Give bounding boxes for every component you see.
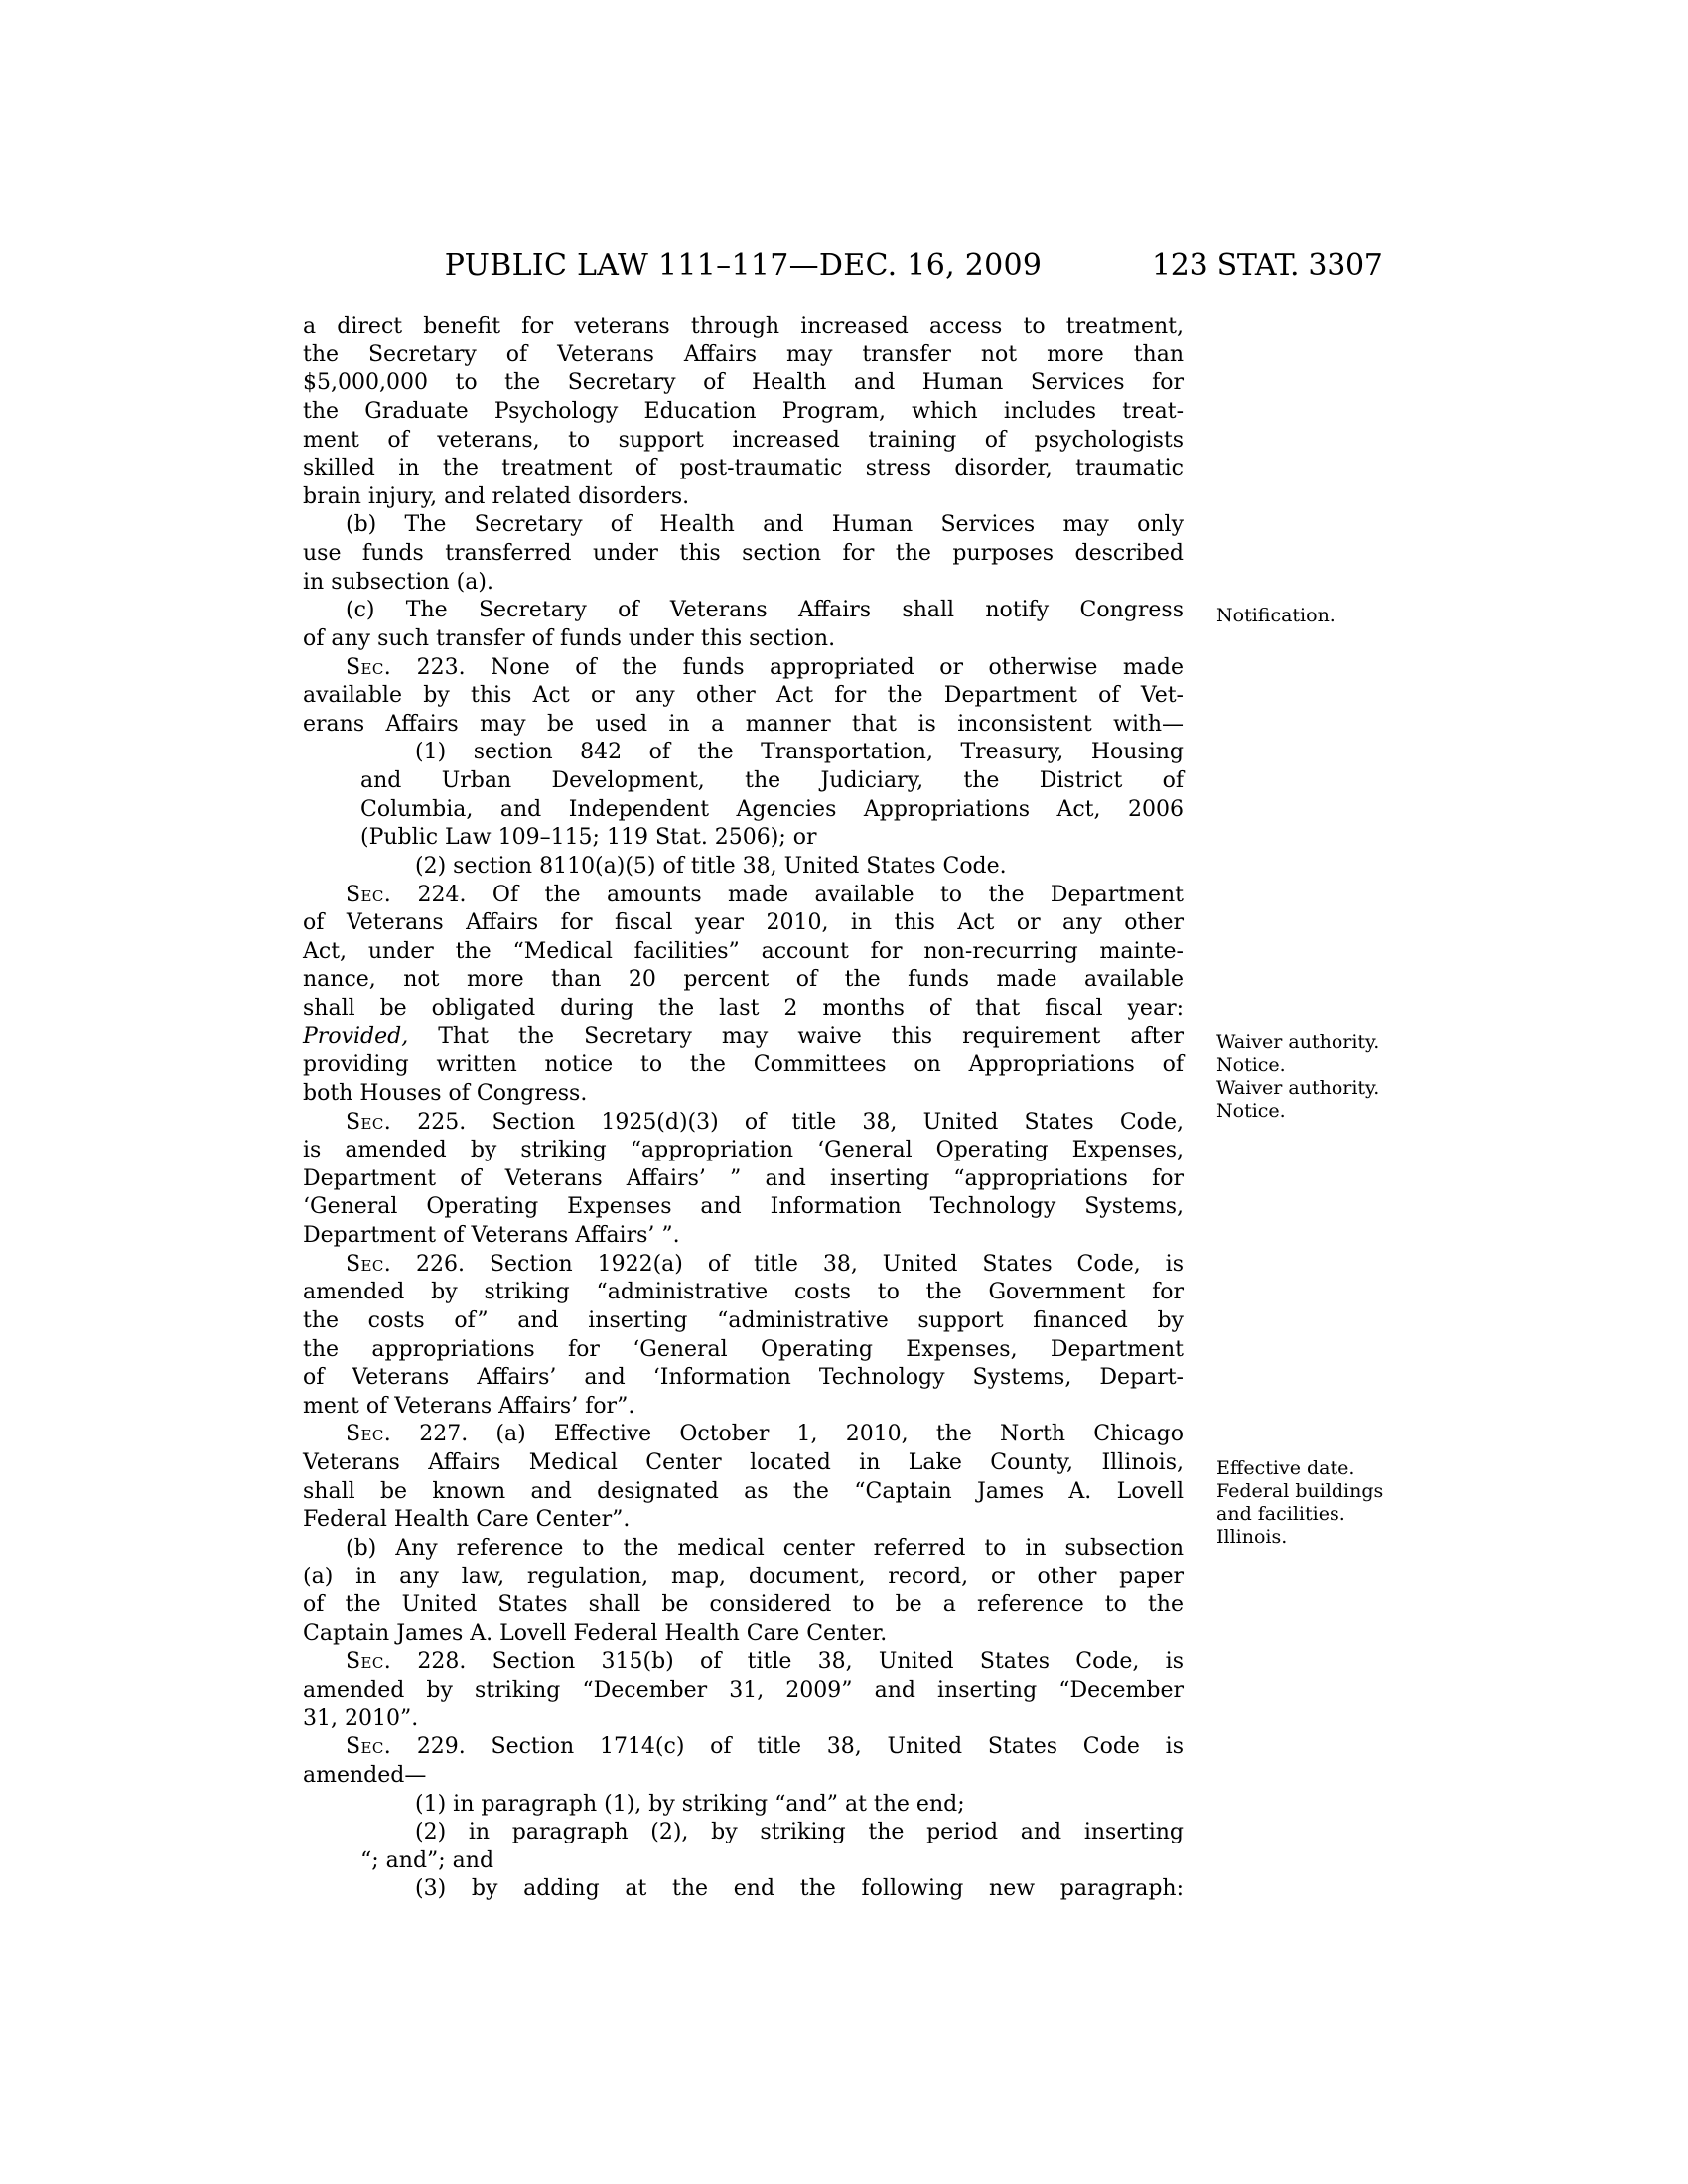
text-line: ment of Veterans Affairs’ for”. [303,1393,635,1419]
margin-note [1216,605,1455,627]
text-line: Federal Health Care Center”. [303,1507,631,1533]
text-line: Sec. 228. Section 315(b) of title 38, United States Code, is [346,1649,1184,1675]
text-line: nance, not more than 20 percent of the funds made available [303,967,1184,993]
text-line: is amended by striking “appropriation ‘General Operating Expenses, [303,1138,1184,1163]
margin-note-line: Waiver authority. [1216,1076,1380,1099]
text-line: available by this Act or any other Act for the Department of Vet- [303,683,1184,709]
text-line: use funds transferred under this section for the purposes described [303,541,1184,566]
text-line: Columbia, and Independent Agencies Appropriations Act, 2006 [360,796,1184,822]
text-line: amended by striking “December 31, 2009” and inserting “December [303,1678,1184,1703]
margin-note-line: Illinois. [1216,1526,1288,1549]
margin-note-line: Effective date. [1216,1457,1355,1480]
margin-note-line: and facilities. [1216,1503,1345,1526]
text-line: of Veterans Affairs for fiscal year 2010, in this Act or any other [303,910,1184,936]
text-line: amended— [303,1762,427,1788]
text-line: Sec. 225. Section 1925(d)(3) of title 38, United States Code, [346,1109,1184,1135]
text-line: (a) in any law, regulation, map, document, record, or other paper [303,1564,1184,1589]
text-line: providing written notice to the Committees on Appropriations of [303,1052,1184,1078]
text-line: the appropriations for ‘General Operating Expenses, Department [303,1336,1184,1362]
text-line: Sec. 226. Section 1922(a) of title 38, United States Code, is [346,1251,1184,1277]
text-line: (2) section 8110(a)(5) of title 38, United States Code. [415,853,1007,879]
statute-body [303,313,1184,1904]
margin-note-line: Federal buildings [1216,1480,1384,1503]
text-line: of Veterans Affairs’ and ‘Information Technology Systems, Depart- [303,1365,1184,1391]
text-line: in subsection (a). [303,569,493,595]
text-line: the Secretary of Veterans Affairs may transfer not more than [303,341,1184,367]
page-header-stat-number: 123 STAT. 3307 [1152,248,1383,283]
margin-note-line: Waiver authority. [1216,1030,1380,1053]
text-line: Sec. 229. Section 1714(c) of title 38, United States Code is [346,1734,1184,1760]
text-line: Act, under the “Medical facilities” account for non-recurring mainte- [303,938,1184,964]
text-line: both Houses of Congress. [303,1080,588,1106]
text-line: “; and”; and [360,1847,494,1873]
text-line: Sec. 224. Of the amounts made available to the Department [346,882,1184,907]
text-line: skilled in the treatment of post-traumatic stress disorder, traumatic [303,456,1184,481]
text-line: (3) by adding at the end the following new paragraph: [415,1876,1184,1902]
text-line: (1) in paragraph (1), by striking “and” at the end; [415,1791,965,1817]
text-line: brain injury, and related disorders. [303,483,690,509]
text-line: and Urban Development, the Judiciary, the District of [360,768,1184,793]
text-line: amended by striking “administrative costs to the Government for [303,1280,1184,1305]
text-line: Veterans Affairs Medical Center located in Lake County, Illinois, [303,1450,1184,1475]
text-line: ‘General Operating Expenses and Information Technology Systems, [303,1194,1184,1220]
text-line: shall be obligated during the last 2 months of that fiscal year: [303,996,1184,1021]
text-line: the costs of” and inserting “administrative support financed by [303,1307,1184,1333]
margin-note [1216,1031,1455,1123]
margin-note-line: Notice. [1216,1099,1286,1122]
text-line: erans Affairs may be used in a manner that is inconsistent with— [303,711,1184,737]
text-line: (c) The Secretary of Veterans Affairs shall notify Congress [346,598,1184,623]
text-line: (2) in paragraph (2), by striking the period and inserting [415,1820,1184,1845]
margin-note-line: Notice. [1216,1053,1286,1076]
text-line: Provided, That the Secretary may waive this requirement after [303,1024,1184,1049]
text-line: Captain James A. Lovell Federal Health Care Center. [303,1620,888,1646]
margin-note-line: Notification. [1216,605,1336,627]
text-line: (Public Law 109–115; 119 Stat. 2506); or [360,825,817,851]
text-line: Department of Veterans Affairs’ ”. [303,1223,680,1248]
text-line: $5,000,000 to the Secretary of Health and Human Services for [303,370,1184,396]
text-line: of any such transfer of funds under this section. [303,625,836,651]
text-line: (1) section 842 of the Transportation, Treasury, Housing [415,740,1184,765]
text-line: (b) The Secretary of Health and Human Services may only [346,512,1184,538]
text-line: the Graduate Psychology Education Program, which includes treat- [303,398,1184,424]
text-line: Department of Veterans Affairs’ ” and inserting “appropriations for [303,1165,1184,1191]
text-line: ment of veterans, to support increased training of psychologists [303,427,1184,453]
page-header-title: PUBLIC LAW 111–117—DEC. 16, 2009 [444,248,1043,283]
margin-note [1216,1457,1455,1549]
text-line: a direct benefit for veterans through increased access to treatment, [303,314,1184,339]
text-line: of the United States shall be considered to be a reference to the [303,1592,1184,1618]
text-line: 31, 2010”. [303,1706,419,1731]
text-line: shall be known and designated as the “Captain James A. Lovell [303,1478,1184,1504]
text-line: Sec. 227. (a) Effective October 1, 2010, the North Chicago [346,1422,1184,1447]
text-line: (b) Any reference to the medical center referred to in subsection [346,1535,1184,1561]
text-line: Sec. 223. None of the funds appropriated or otherwise made [346,654,1184,680]
